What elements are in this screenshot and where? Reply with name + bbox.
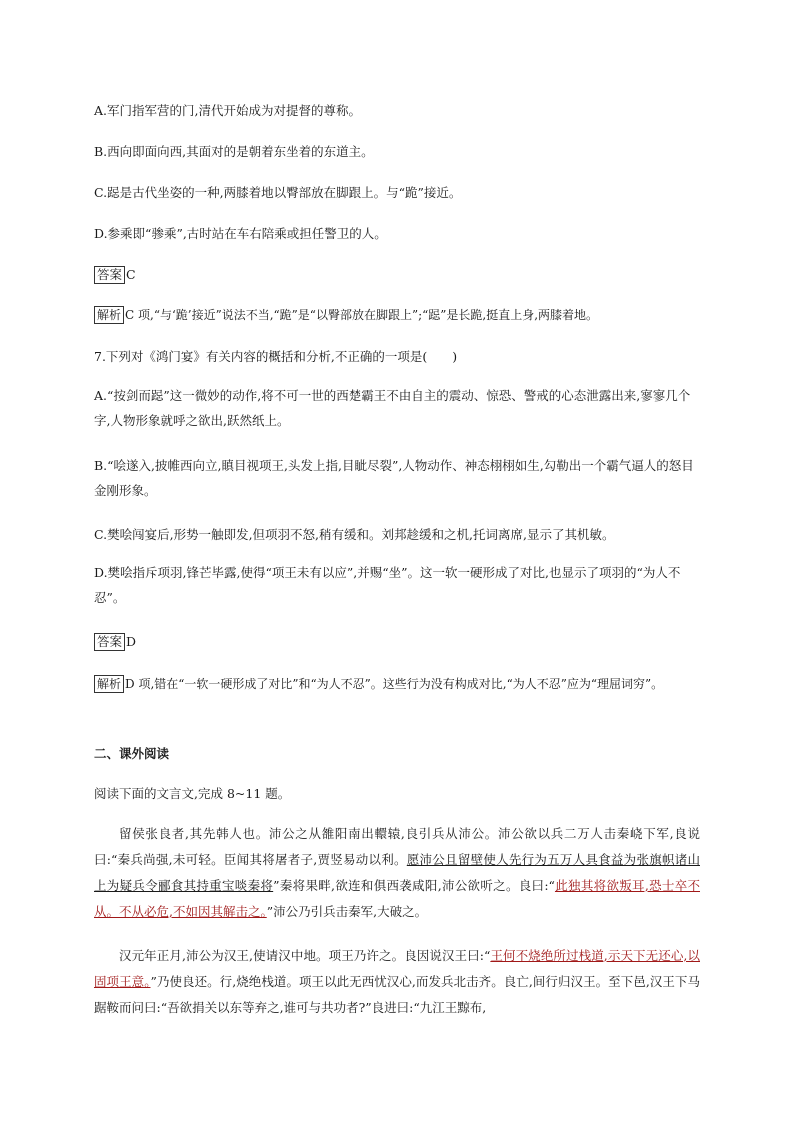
q7-analysis	[94, 672, 694, 697]
q6-answer	[94, 264, 700, 285]
q7-option-d: D.樊哙指斥项羽,锋芒毕露,使得“项王未有以应”,并赐“坐”。这一软一硬形成了对比,也显示了项羽的“为人不忍”。	[94, 565, 681, 605]
q7-option-c: C.樊哙闯宴后,形势一触即发,但项羽不怒,稍有缓和。刘邦趁缓和之机,托词离席,显示了其机敏。	[94, 527, 615, 542]
q6-option-b: B.西向即面向西,其面对的是朝着东坐着的东道主。	[94, 144, 374, 159]
q7-answer	[94, 631, 700, 652]
q7-option-a: A.“按剑而跽”这一微妙的动作,将不可一世的西楚霸王不由自主的震动、惊恐、警戒的心态泄露出来,寥寥几个字,人物形象就呼之欲出,跃然纸上。	[94, 388, 691, 428]
passage-text: 汉元年正月,沛公为汉王,使请汉中地。项王乃许之。良因说汉王曰:“	[119, 948, 491, 963]
underlined-sentence-red: 王何不烧绝所过栈道,示天下无还心,以固项王意。	[94, 948, 700, 989]
q7-option-b: B.“哙遂入,披帷西向立,瞋目视项王,头发上指,目眦尽裂”,人物动作、神态栩栩如生,勾勒出一个霸气逼人的怒目金刚形象。	[94, 458, 694, 498]
analysis-text: D 项,错在“一软一硬形成了对比”和“为人不忍”。这些行为没有构成对比,“为人不忍”应为“理屈词穷”。	[125, 677, 664, 691]
section-instruction: 阅读下面的文言文,完成 8~11 题。	[94, 786, 291, 801]
passage-paragraph-2	[94, 943, 700, 1021]
passage-text: ”秦将果畔,欲连和俱西袭咸阳,沛公欲听之。良曰:“	[273, 878, 555, 893]
answer-label-box: 答案	[94, 266, 125, 284]
answer-value: C	[126, 267, 136, 282]
analysis-label-box: 解析	[94, 675, 124, 693]
analysis-label-box: 解析	[94, 306, 124, 324]
passage-text: ”乃使良还。行,烧绝栈道。项王以此无西忧汉心,而发兵北击齐。良亡,间行归汉王。至下邑,汉王下马踞鞍而问曰:“吾欲捐关以东等弃之,谁可与共功者?”良进曰:“九江王黥布,	[94, 974, 700, 1015]
q6-option-a: A.军门指军营的门,清代开始成为对提督的尊称。	[94, 103, 361, 118]
answer-label-box: 答案	[94, 633, 125, 651]
q6-option-d: D.参乘即“骖乘”,古时站在车右陪乘或担任警卫的人。	[94, 226, 387, 241]
underlined-sentence-red: 此独其将欲叛耳,恐士卒不从。不从必危,不如因其解击之。	[94, 878, 700, 919]
q6-analysis	[94, 305, 700, 326]
passage-text: 留侯张良者,其先韩人也。沛公之从雒阳南出轘辕,良引兵从沛公。沛公欲以兵二万人击秦峣下军,良说曰:“秦兵尚强,未可轻。臣闻其将屠者子,贾竖易动以利。	[94, 826, 700, 867]
passage-text: ”沛公乃引兵击秦军,大破之。	[266, 904, 428, 919]
analysis-text: C 项,“与‘跪’接近”说法不当,“跪”是“以臀部放在脚跟上”;“跽”是长跪,挺直上身,两膝着地。	[125, 308, 599, 322]
q6-option-c: C.跽是古代坐姿的一种,两膝着地以臀部放在脚跟上。与“跪”接近。	[94, 185, 462, 200]
answer-value: D	[126, 634, 137, 649]
passage-paragraph-1	[94, 821, 700, 925]
underlined-sentence: 愿沛公且留壁使人先行为五万人具食益为张旗帜诸山上为疑兵令郦食其持重宝啖秦将	[94, 852, 700, 893]
section-heading: 二、课外阅读	[94, 746, 170, 761]
q7-stem: 7.下列对《鸿门宴》有关内容的概括和分析,不正确的一项是( )	[94, 349, 458, 364]
